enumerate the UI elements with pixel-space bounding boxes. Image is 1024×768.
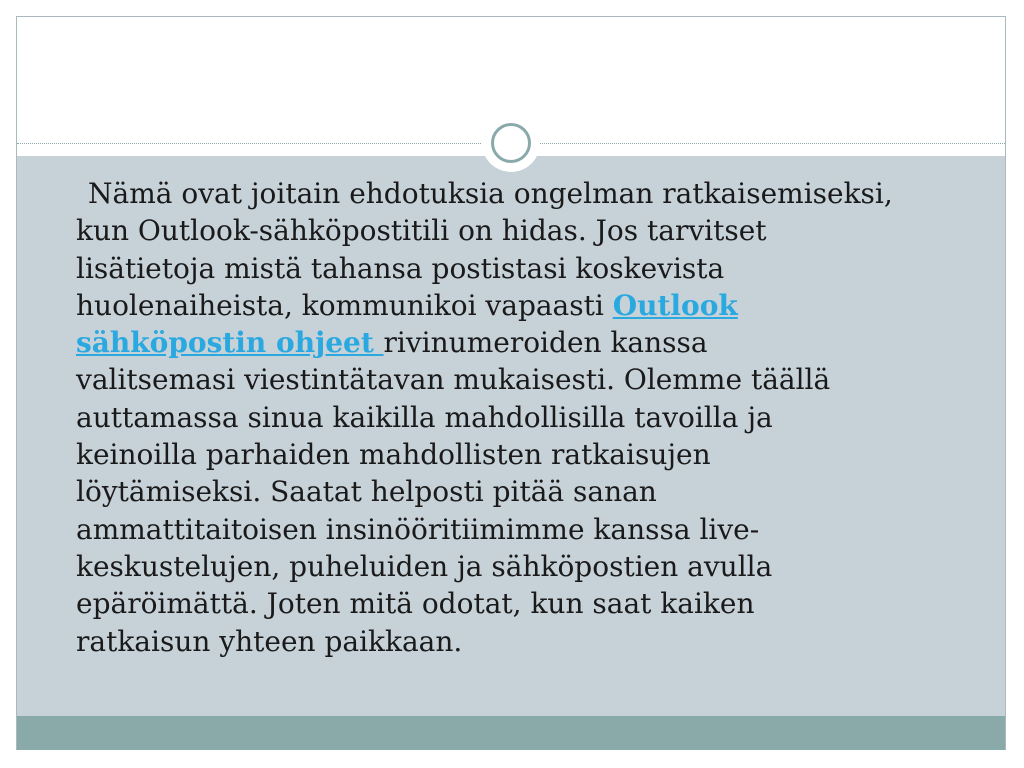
body-line: keinoilla parhaiden mahdollisten ratkaisujen <box>76 438 711 472</box>
body-text-fragment: huolenaiheista, kommunikoi vapaasti <box>76 288 613 322</box>
outlook-help-link[interactable]: Outlook <box>612 288 738 322</box>
body-line: ratkaisun yhteen paikkaan. <box>76 624 463 658</box>
body-line: kun Outlook-sähköpostitili on hidas. Jos tarvitset <box>76 214 767 248</box>
body-line-with-link <box>76 324 986 361</box>
body-line-with-link <box>76 287 986 324</box>
circle-ornament-icon <box>482 114 540 172</box>
body-line: auttamassa sinua kaikilla mahdollisilla tavoilla ja <box>76 400 773 434</box>
body-line: valitsemasi viestintätavan mukaisesti. Olemme täällä <box>76 363 831 397</box>
body-line: löytämiseksi. Saatat helposti pitää sanan <box>76 475 657 509</box>
body-line: epäröimättä. Joten mitä odotat, kun saat kaiken <box>76 587 755 621</box>
footer-bar <box>17 716 1005 750</box>
body-line: lisätietoja mistä tahansa postistasi koskevista <box>76 251 725 285</box>
slide-body-text <box>76 175 986 660</box>
body-line: Nämä ovat joitain ehdotuksia ongelman ratkaisemiseksi, <box>88 177 893 210</box>
body-line: ammattitaitoisen insinööritiimimme kanssa live- <box>76 512 760 546</box>
body-line: keskustelujen, puheluiden ja sähköpostien avulla <box>76 549 773 583</box>
outlook-help-link-continued[interactable]: sähköpostin ohjeet <box>76 326 384 360</box>
body-text-fragment: rivinumeroiden kanssa <box>383 326 708 360</box>
circle-ornament-ring <box>491 123 531 163</box>
